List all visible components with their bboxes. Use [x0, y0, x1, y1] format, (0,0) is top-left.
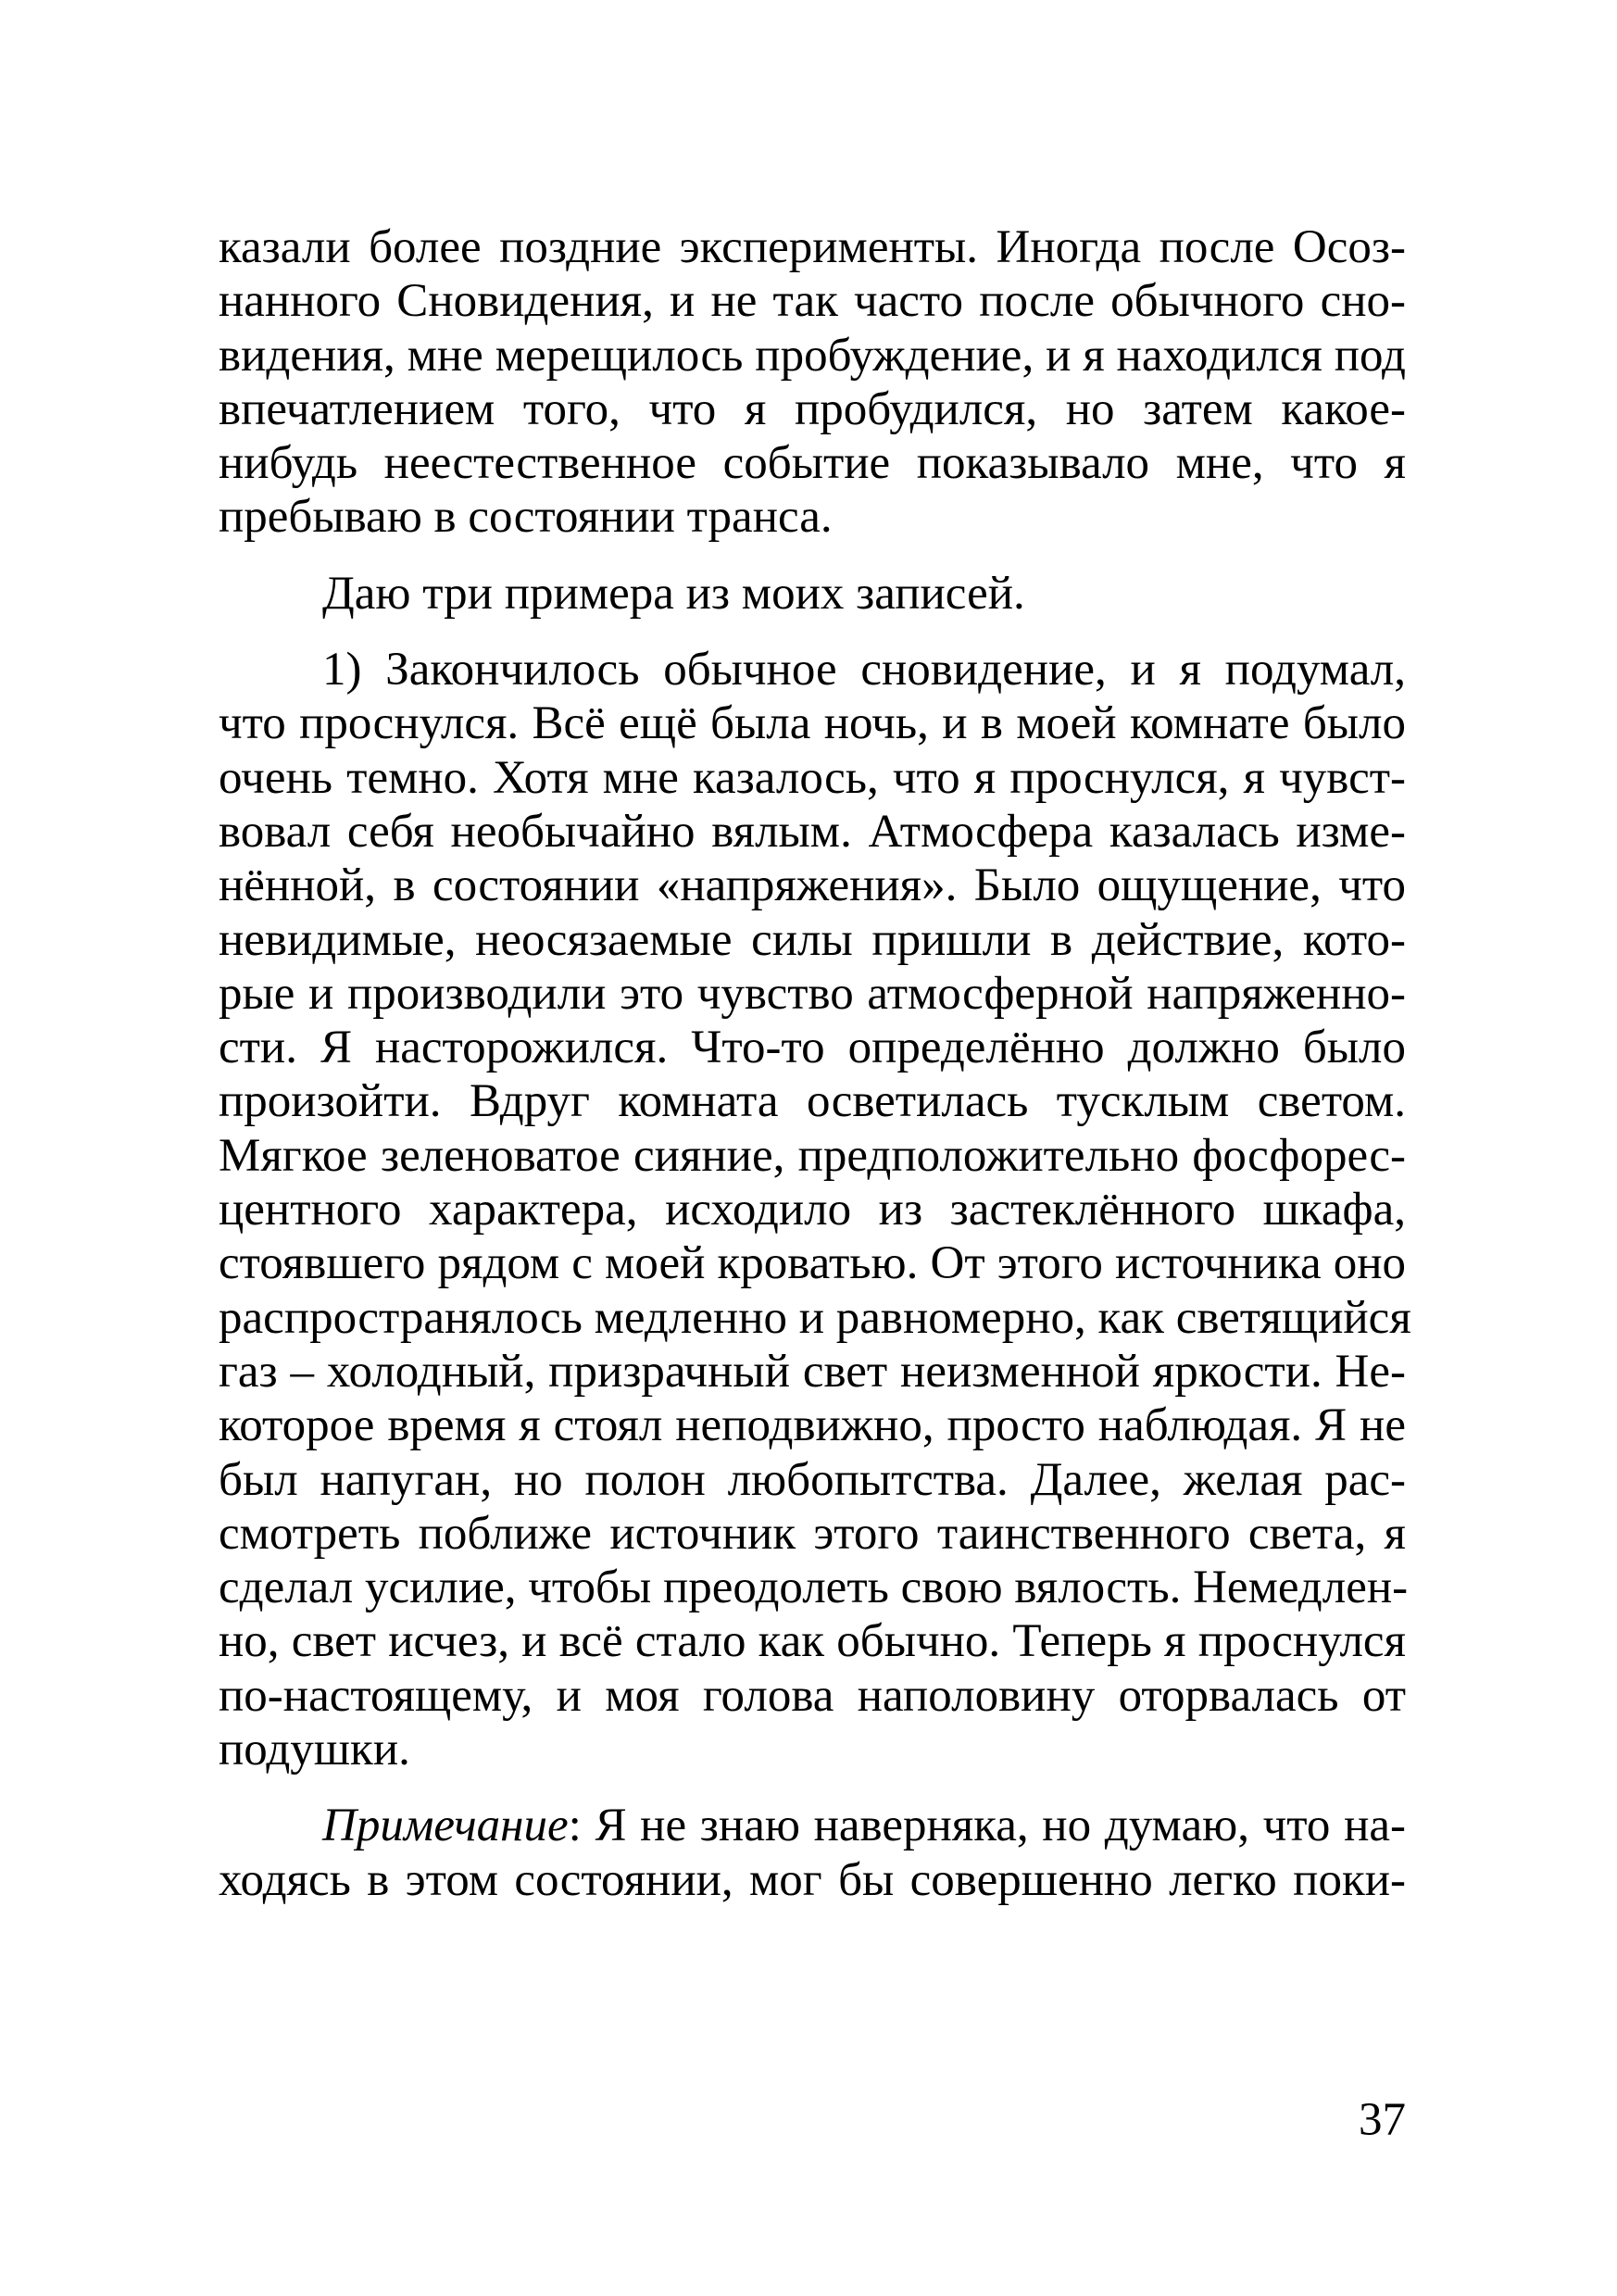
- text-line: сделал усилие, чтобы преодолеть свою вялость. Немедлен-: [219, 1562, 1409, 1614]
- text-line: вовал себя необычайно вялым. Атмосфера казалась изме-: [219, 805, 1406, 858]
- text-line: Мягкое зеленоватое сияние, предположительно фосфорес-: [219, 1129, 1406, 1182]
- text-line: но, свет исчез, и всё стало как обычно. Теперь я проснулся: [219, 1615, 1406, 1668]
- text-line: смотреть поближе источник этого таинственного света, я: [219, 1507, 1406, 1560]
- page-number: 37: [1359, 2094, 1406, 2146]
- text-line: что проснулся. Всё ещё была ночь, и в моей комнате было: [219, 697, 1406, 750]
- text-line: подушки.: [219, 1724, 410, 1776]
- text-line: 1) Закончилось обычное сновидение, и я подумал,: [322, 644, 1406, 696]
- text-line: ходясь в этом состоянии, мог бы совершенно легко поки-: [219, 1853, 1406, 1906]
- text-line: нённой, в состоянии «напряжения». Было ощущение, что: [219, 859, 1406, 912]
- text-line: рые и производили это чувство атмосферной напряженно-: [219, 967, 1406, 1020]
- text-line: нибудь неестественное событие показывало мне, что я: [219, 437, 1406, 490]
- text-line: [219, 1799, 1406, 1852]
- text-line: которое время я стоял неподвижно, просто наблюдая. Я не: [219, 1399, 1406, 1452]
- text-line: казали более поздние эксперименты. Иногда после Осоз-: [219, 221, 1406, 273]
- text-line: впечатлением того, что я пробудился, но затем какое-: [219, 383, 1406, 435]
- text-line: центного характера, исходило из застеклённого шкафа,: [219, 1184, 1406, 1236]
- text-line: сти. Я насторожился. Что-то определённо должно было: [219, 1022, 1406, 1074]
- paragraph-1: [219, 220, 1406, 545]
- text-line: очень темно. Хотя мне казалось, что я проснулся, я чувст-: [219, 751, 1406, 804]
- text-line: по-настоящему, и моя голова наполовину оторвалась от: [219, 1669, 1406, 1722]
- paragraph-3: [219, 643, 1411, 1776]
- paragraph-2: [219, 567, 1406, 621]
- text-line: пребываю в состоянии транса.: [219, 491, 833, 544]
- text-line: нанного Сновидения, и не так часто после обычного сно-: [219, 275, 1406, 328]
- text-line: распространялось медленно и равномерно, как светящийся: [219, 1291, 1411, 1344]
- paragraph-4-note: [219, 1799, 1406, 1907]
- text-line: видения, мне мерещилось пробуждение, и я находился под: [219, 329, 1406, 382]
- text-line: газ – холодный, призрачный свет неизменной яркости. Не-: [219, 1345, 1406, 1398]
- text-line: был напуган, но полон любопытства. Далее, желая рас-: [219, 1453, 1406, 1506]
- text-line: произойти. Вдруг комната осветилась тусклым светом.: [219, 1075, 1406, 1128]
- note-text: : Я не знаю наверняка, но думаю, что на-: [568, 1800, 1406, 1852]
- text-line: невидимые, неосязаемые силы пришли в действие, кото-: [219, 913, 1406, 966]
- body-text: [219, 220, 1411, 1907]
- note-label: Примечание: [322, 1800, 569, 1852]
- text-line: Даю три примера из моих записей.: [322, 567, 1025, 620]
- text-line: стоявшего рядом с моей кроватью. От этого источника оно: [219, 1237, 1406, 1290]
